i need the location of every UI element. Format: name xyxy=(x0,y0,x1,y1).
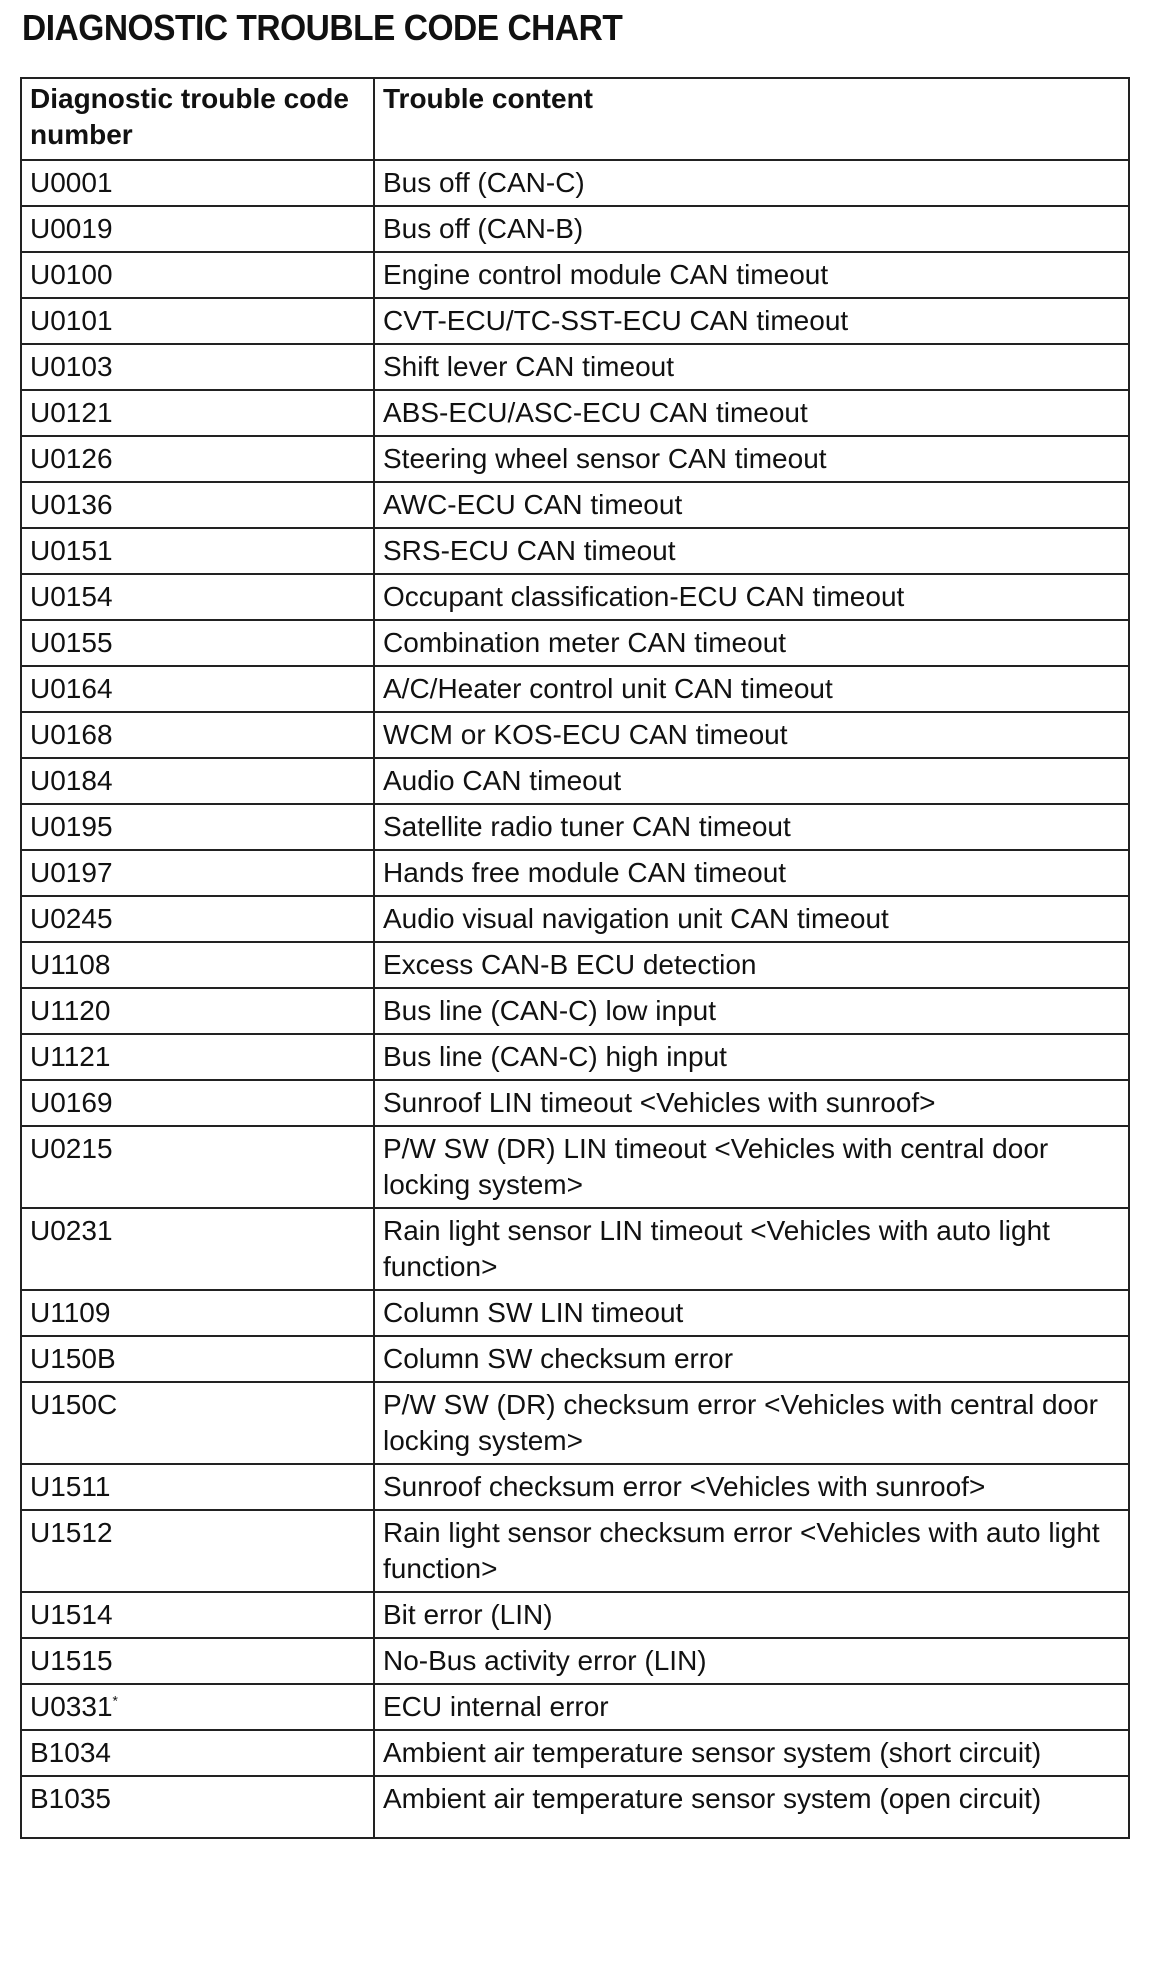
page-title: DIAGNOSTIC TROUBLE CODE CHART xyxy=(22,7,623,48)
header-code: Diagnostic trouble code number xyxy=(21,78,374,160)
dtc-code: U0195 xyxy=(30,811,113,842)
dtc-code-cell xyxy=(21,988,374,1034)
dtc-code-cell xyxy=(21,298,374,344)
table-row xyxy=(21,804,1129,850)
trouble-content-cell: Sunroof checksum error <Vehicles with sunroof> xyxy=(374,1464,1129,1510)
trouble-content-cell: CVT-ECU/TC-SST-ECU CAN timeout xyxy=(374,298,1129,344)
dtc-code: B1034 xyxy=(30,1737,111,1768)
dtc-code: U0151 xyxy=(30,535,113,566)
dtc-code-cell xyxy=(21,1684,374,1730)
dtc-code-cell xyxy=(21,712,374,758)
dtc-code: U0215 xyxy=(30,1133,113,1164)
trouble-content-cell: Rain light sensor checksum error <Vehicles with auto light function> xyxy=(374,1510,1129,1592)
table-row xyxy=(21,574,1129,620)
trouble-content-cell: P/W SW (DR) LIN timeout <Vehicles with central door locking system> xyxy=(374,1126,1129,1208)
table-row xyxy=(21,896,1129,942)
table-row xyxy=(21,620,1129,666)
dtc-code-cell xyxy=(21,574,374,620)
dtc-code-cell xyxy=(21,160,374,206)
trouble-content-cell: Bus off (CAN-C) xyxy=(374,160,1129,206)
table-row xyxy=(21,252,1129,298)
dtc-code-cell xyxy=(21,206,374,252)
trouble-content-cell: Hands free module CAN timeout xyxy=(374,850,1129,896)
dtc-code: U0101 xyxy=(30,305,113,336)
dtc-code: U0019 xyxy=(30,213,113,244)
dtc-code-cell xyxy=(21,1336,374,1382)
dtc-code: U1121 xyxy=(30,1041,111,1072)
trouble-content-cell: Occupant classification-ECU CAN timeout xyxy=(374,574,1129,620)
dtc-code-cell xyxy=(21,620,374,666)
table-row xyxy=(21,1776,1129,1838)
dtc-code-cell xyxy=(21,1464,374,1510)
dtc-code: U1512 xyxy=(30,1517,113,1548)
trouble-content-cell: A/C/Heater control unit CAN timeout xyxy=(374,666,1129,712)
trouble-content-cell: Ambient air temperature sensor system (open circuit) xyxy=(374,1776,1129,1838)
trouble-content-cell: P/W SW (DR) checksum error <Vehicles with central door locking system> xyxy=(374,1382,1129,1464)
dtc-code-cell xyxy=(21,1730,374,1776)
trouble-content-cell: Audio visual navigation unit CAN timeout xyxy=(374,896,1129,942)
dtc-code: U1514 xyxy=(30,1599,113,1630)
dtc-code: U0231 xyxy=(30,1215,113,1246)
table-row xyxy=(21,436,1129,482)
table-row xyxy=(21,942,1129,988)
table-row xyxy=(21,528,1129,574)
dtc-code-cell xyxy=(21,942,374,988)
trouble-content-cell: Steering wheel sensor CAN timeout xyxy=(374,436,1129,482)
trouble-content-cell: Column SW LIN timeout xyxy=(374,1290,1129,1336)
trouble-content-cell: ECU internal error xyxy=(374,1684,1129,1730)
trouble-content-cell: Audio CAN timeout xyxy=(374,758,1129,804)
dtc-code: U0136 xyxy=(30,489,113,520)
dtc-code: U150C xyxy=(30,1389,118,1420)
dtc-code-cell xyxy=(21,1126,374,1208)
table-row xyxy=(21,298,1129,344)
dtc-code: U0169 xyxy=(30,1087,113,1118)
table-row xyxy=(21,1592,1129,1638)
table-row xyxy=(21,1382,1129,1464)
table-row xyxy=(21,206,1129,252)
table-row xyxy=(21,1638,1129,1684)
table-row xyxy=(21,712,1129,758)
trouble-content-cell: AWC-ECU CAN timeout xyxy=(374,482,1129,528)
dtc-code: U0100 xyxy=(30,259,113,290)
dtc-code-cell xyxy=(21,344,374,390)
dtc-code-cell xyxy=(21,1382,374,1464)
dtc-code-cell xyxy=(21,896,374,942)
dtc-code-cell xyxy=(21,482,374,528)
dtc-code: U1511 xyxy=(30,1471,111,1502)
table-row xyxy=(21,758,1129,804)
dtc-code-cell xyxy=(21,758,374,804)
trouble-content-cell: No-Bus activity error (LIN) xyxy=(374,1638,1129,1684)
trouble-content-cell: Combination meter CAN timeout xyxy=(374,620,1129,666)
table-row xyxy=(21,1510,1129,1592)
dtc-code: B1035 xyxy=(30,1783,111,1814)
table-row xyxy=(21,1684,1129,1730)
table-row xyxy=(21,1080,1129,1126)
dtc-code-cell xyxy=(21,252,374,298)
table-body xyxy=(21,160,1129,1838)
table-row xyxy=(21,344,1129,390)
dtc-code: U1109 xyxy=(30,1297,111,1328)
table-row xyxy=(21,482,1129,528)
table-row xyxy=(21,1336,1129,1382)
dtc-table xyxy=(20,77,1130,1839)
dtc-code-cell xyxy=(21,1034,374,1080)
trouble-content-cell: SRS-ECU CAN timeout xyxy=(374,528,1129,574)
trouble-content-cell: ABS-ECU/ASC-ECU CAN timeout xyxy=(374,390,1129,436)
dtc-code: U0121 xyxy=(30,397,113,428)
table-row xyxy=(21,1208,1129,1290)
dtc-code: U0154 xyxy=(30,581,113,612)
dtc-code-cell xyxy=(21,666,374,712)
dtc-code: U0331 xyxy=(30,1691,113,1722)
trouble-content-cell: Shift lever CAN timeout xyxy=(374,344,1129,390)
table-row xyxy=(21,1290,1129,1336)
dtc-code-cell xyxy=(21,1080,374,1126)
table-row xyxy=(21,1034,1129,1080)
table-row xyxy=(21,1730,1129,1776)
trouble-content-cell: Bus off (CAN-B) xyxy=(374,206,1129,252)
dtc-code: U0164 xyxy=(30,673,113,704)
dtc-code-cell xyxy=(21,1592,374,1638)
trouble-content-cell: WCM or KOS-ECU CAN timeout xyxy=(374,712,1129,758)
dtc-code: U0245 xyxy=(30,903,113,934)
trouble-content-cell: Satellite radio tuner CAN timeout xyxy=(374,804,1129,850)
dtc-code-cell xyxy=(21,1208,374,1290)
table-row xyxy=(21,390,1129,436)
footnote-mark: * xyxy=(112,1692,118,1709)
trouble-content-cell: Rain light sensor LIN timeout <Vehicles with auto light function> xyxy=(374,1208,1129,1290)
dtc-code: U0168 xyxy=(30,719,113,750)
trouble-content-cell: Bus line (CAN-C) low input xyxy=(374,988,1129,1034)
dtc-code-cell xyxy=(21,1290,374,1336)
dtc-code-cell xyxy=(21,804,374,850)
trouble-content-cell: Ambient air temperature sensor system (short circuit) xyxy=(374,1730,1129,1776)
dtc-code-cell xyxy=(21,1776,374,1838)
dtc-code-cell xyxy=(21,850,374,896)
trouble-content-cell: Sunroof LIN timeout <Vehicles with sunroof> xyxy=(374,1080,1129,1126)
trouble-content-cell: Bit error (LIN) xyxy=(374,1592,1129,1638)
table-row xyxy=(21,160,1129,206)
header-content: Trouble content xyxy=(374,78,1129,160)
dtc-code-cell xyxy=(21,1638,374,1684)
dtc-code-cell xyxy=(21,1510,374,1592)
trouble-content-cell: Excess CAN-B ECU detection xyxy=(374,942,1129,988)
dtc-code: U0184 xyxy=(30,765,113,796)
dtc-code: U1515 xyxy=(30,1645,113,1676)
table-row xyxy=(21,1126,1129,1208)
dtc-code: U150B xyxy=(30,1343,116,1374)
dtc-code-cell xyxy=(21,528,374,574)
dtc-code: U0126 xyxy=(30,443,113,474)
dtc-code-cell xyxy=(21,436,374,482)
dtc-code: U0155 xyxy=(30,627,113,658)
table-header-row xyxy=(21,78,1129,160)
dtc-code: U0197 xyxy=(30,857,113,888)
table-row xyxy=(21,988,1129,1034)
trouble-content-cell: Column SW checksum error xyxy=(374,1336,1129,1382)
dtc-code: U1108 xyxy=(30,949,111,980)
table-row xyxy=(21,666,1129,712)
trouble-content-cell: Engine control module CAN timeout xyxy=(374,252,1129,298)
table-row xyxy=(21,850,1129,896)
dtc-code: U0103 xyxy=(30,351,113,382)
trouble-content-cell: Bus line (CAN-C) high input xyxy=(374,1034,1129,1080)
dtc-code-cell xyxy=(21,390,374,436)
dtc-code: U1120 xyxy=(30,995,111,1026)
dtc-code: U0001 xyxy=(30,167,113,198)
table-row xyxy=(21,1464,1129,1510)
